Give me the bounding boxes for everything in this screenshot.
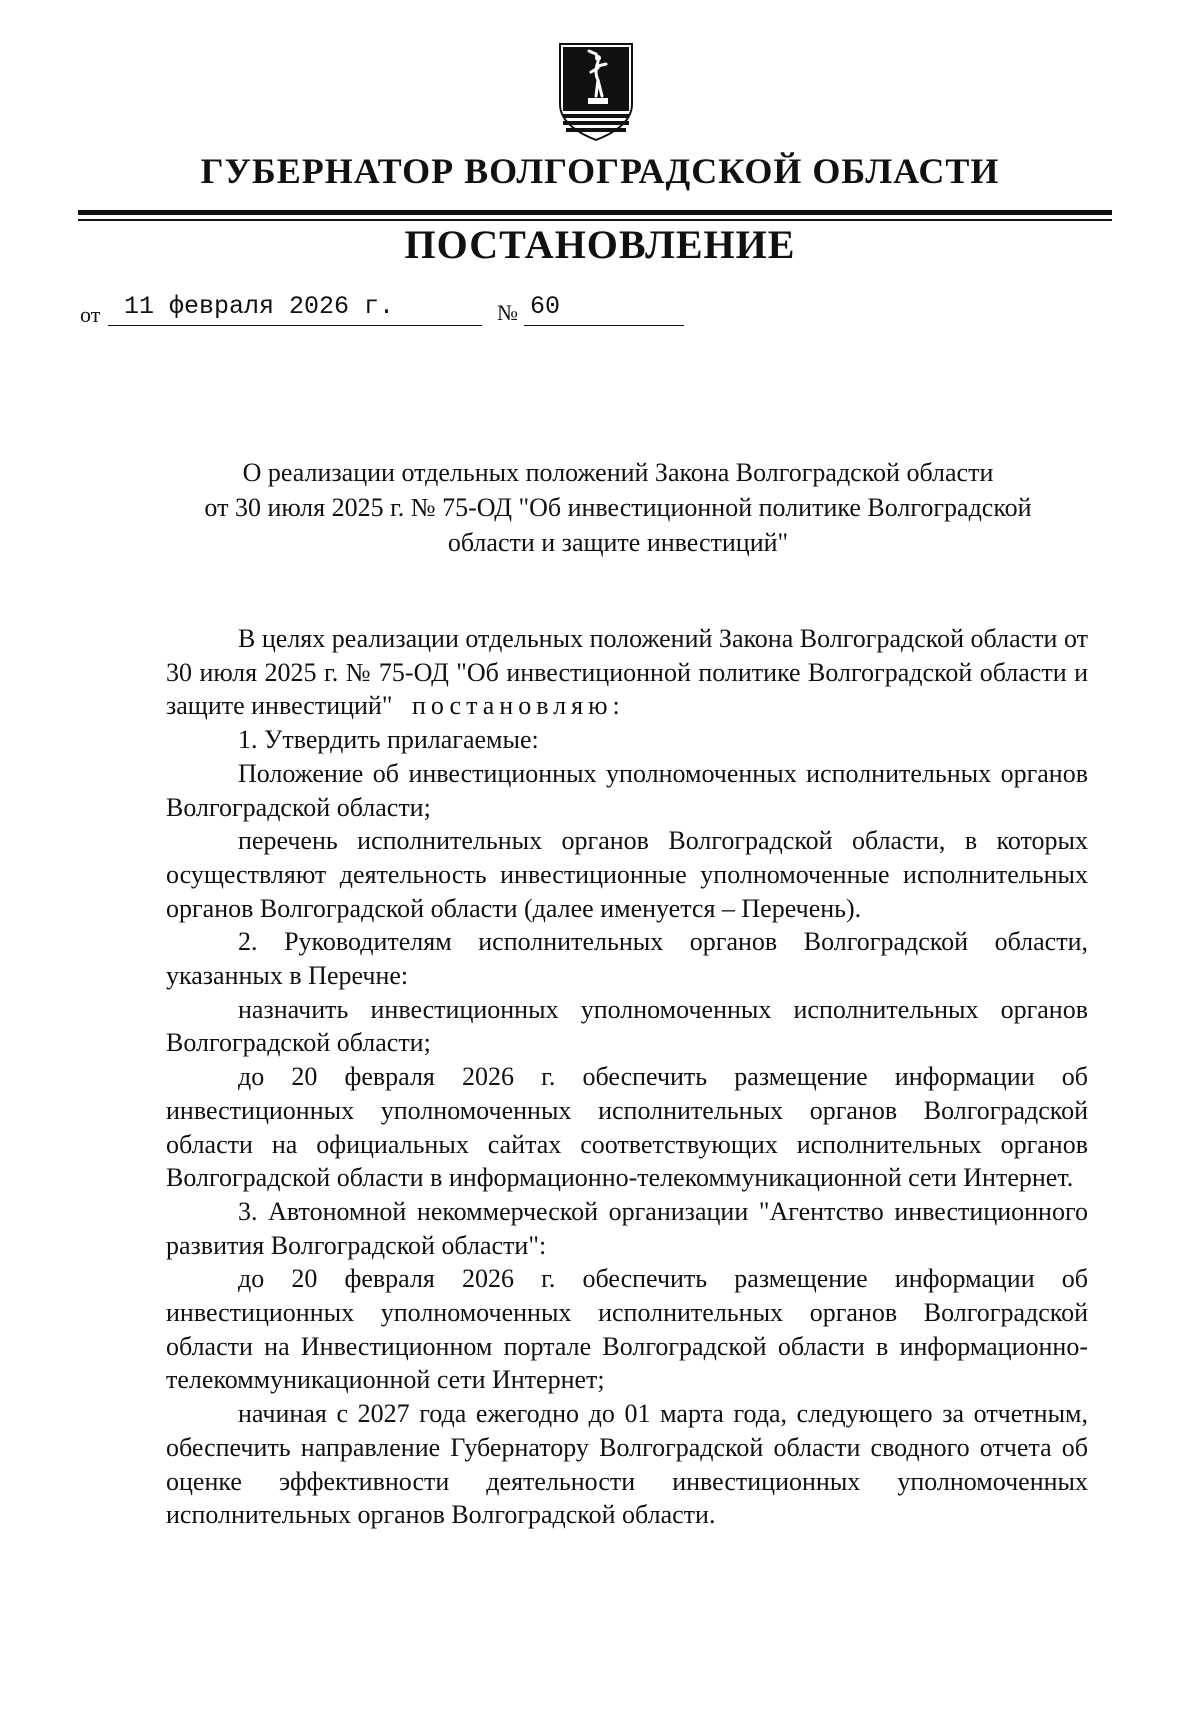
document-number: 60	[524, 292, 684, 326]
document-date: 11 февраля 2026 г.	[108, 292, 482, 326]
number-prefix: №	[497, 300, 518, 325]
preamble-paragraph	[166, 622, 1088, 723]
body-paragraph: Положение об инвестиционных уполномоченных исполнительных органов Волгоградской области;	[166, 758, 1088, 822]
header-divider-thick	[78, 210, 1112, 215]
body-paragraph: 1. Утвердить прилагаемые:	[238, 725, 539, 755]
subject-line: от 30 июля 2025 г. № 75-ОД "Об инвестиционной политике Волгоградской	[204, 493, 1032, 522]
body-paragraph: до 20 февраля 2026 г. обеспечить размещение информации об инвестиционных уполномоченных исполнительных органов Волгоградской области на Инвестиционном портале Волгоградской области в информационно-телекоммуникационной сети Интернет;	[166, 1264, 1088, 1395]
body-paragraph: начиная с 2027 года ежегодно до 01 марта года, следующего за отчетным, обеспечить направление Губернатору Волгоградской области сводного отчета об оценке эффективности деятельности инвестиционных уполномоченных исполнительных органов Волгоградской области.	[166, 1399, 1088, 1530]
document-body	[166, 622, 1088, 1532]
document-subject	[150, 455, 1086, 560]
issuer-title: ГУБЕРНАТОР ВОЛГОГРАДСКОЙ ОБЛАСТИ	[200, 151, 1000, 191]
body-paragraph: 3. Автономной некоммерческой организации "Агентство инвестиционного развития Волгоградской области":	[166, 1196, 1088, 1260]
date-prefix: от	[80, 302, 101, 327]
decree-word: постановляю:	[411, 691, 625, 721]
body-paragraph: назначить инвестиционных уполномоченных исполнительных органов Волгоградской области;	[166, 994, 1088, 1058]
volgograd-coat-of-arms-icon	[558, 42, 634, 142]
subject-line: О реализации отдельных положений Закона Волгоградской области	[242, 458, 994, 487]
body-paragraph: перечень исполнительных органов Волгоградской области, в которых осуществляют деятельность инвестиционные уполномоченные исполнительных органов Волгоградской области (далее именуется – Перечень).	[166, 826, 1088, 923]
body-paragraph: 2. Руководителям исполнительных органов Волгоградской области, указанных в Перечне:	[166, 927, 1088, 991]
preamble-text: В целях реализации отдельных положений Закона Волгоградской области от 30 июля 2025 г. № 75-ОД "Об инвестиционной политике Волгоградской области и защите инвестиций"	[166, 624, 1088, 721]
subject-line: области и защите инвестиций"	[447, 528, 789, 557]
document-kind-title: ПОСТАНОВЛЕНИЕ	[404, 222, 796, 267]
body-paragraph: до 20 февраля 2026 г. обеспечить размещение информации об инвестиционных уполномоченных исполнительных органов Волгоградской области на официальных сайтах соответствующих исполнительных органов Волгоградской области в информационно-телекоммуникационной сети Интернет.	[166, 1062, 1088, 1193]
